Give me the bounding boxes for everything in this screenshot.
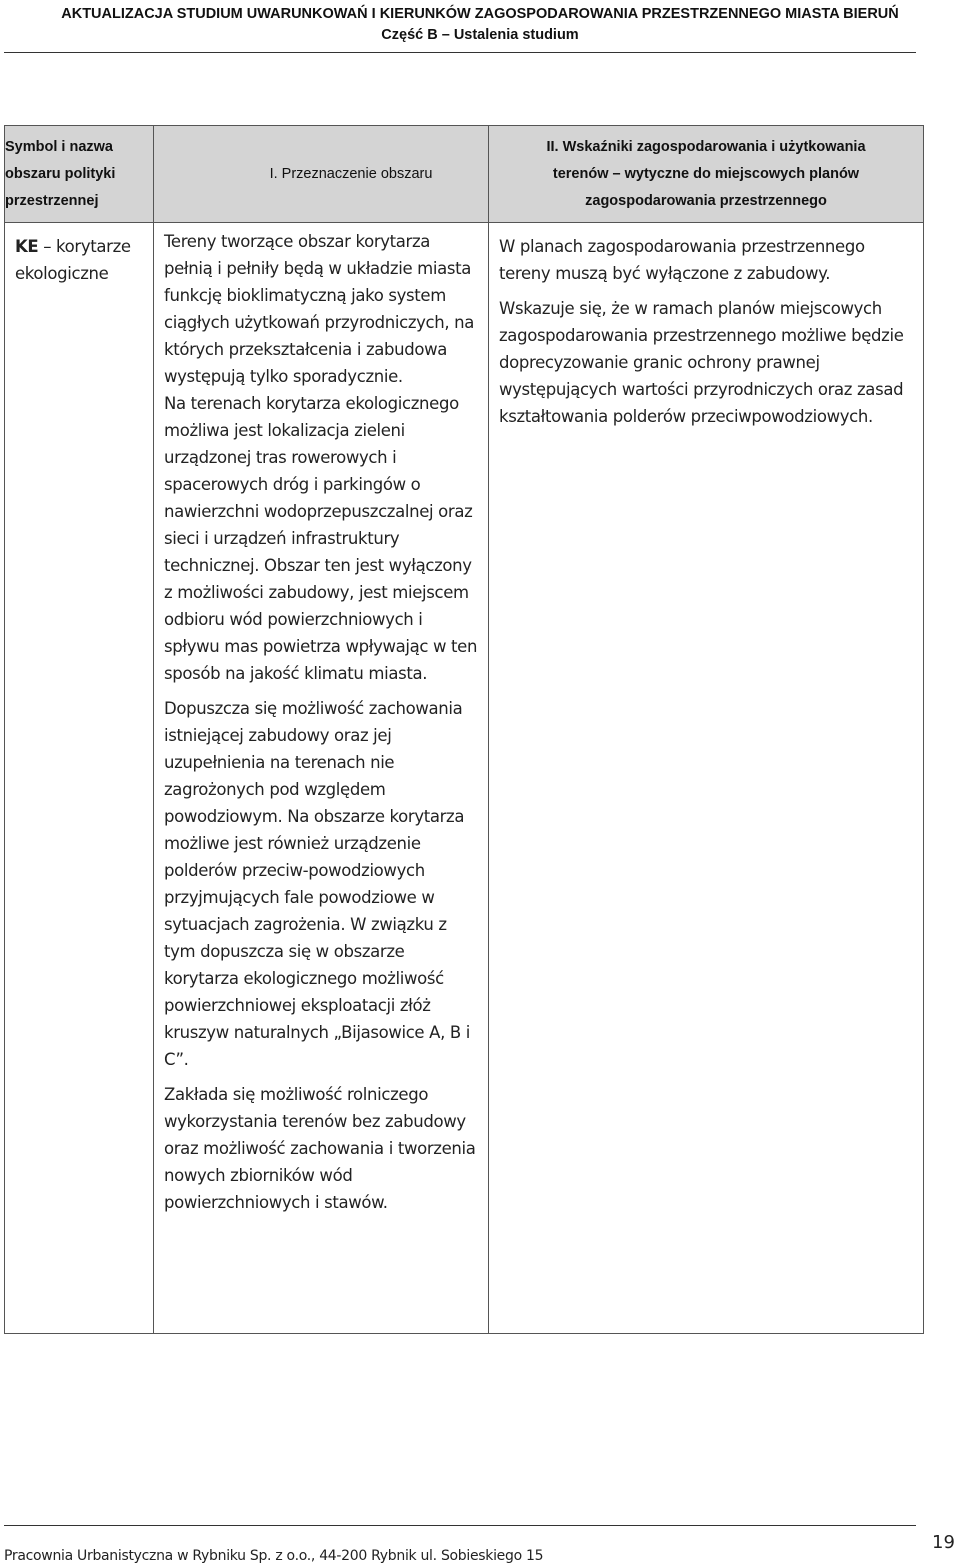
col3-header-line: terenów – wytyczne do miejscowych planów (552, 165, 860, 182)
area-name: – korytarze ekologiczne (15, 237, 131, 283)
col2-header-label: I. Przeznaczenie obszaru (269, 165, 433, 182)
col1-header-line: obszaru polityki (5, 165, 116, 182)
col3-header-line: II. Wskaźniki zagospodarowania i użytkowania (546, 138, 866, 155)
col1-header-line: Symbol i nazwa (5, 138, 113, 155)
col3-header (489, 126, 924, 223)
page-header (0, 4, 960, 46)
header-subtitle: Część B – Ustalenia studium (381, 27, 579, 43)
purpose-paragraph: Tereny tworzące obszar korytarza pełnią i pełniły będą w układzie miasta funkcję bioklimatyczną jako system ciągłych użytkowań przyrodniczych, na których przekształcenia i zabudowa występują tylko sporadycznie. (164, 232, 475, 386)
col2-header (154, 126, 489, 223)
footer-text: Pracownia Urbanistyczna w Rybniku Sp. z o.o., 44-200 Rybnik ul. Sobieskiego 15 (4, 1548, 544, 1564)
purpose-cell (154, 223, 489, 1334)
table-header-row (5, 126, 924, 223)
indicators-paragraph: Wskazuje się, że w ramach planów miejscowych zagospodarowania przestrzennego możliwe będzie doprecyzowanie granic ochrony prawnej występujących wartości przyrodniczych oraz zasad kształtowania polderów przeciwpowodziowych. (499, 299, 904, 426)
page-number: 19 (932, 1532, 955, 1553)
policy-table (4, 125, 924, 1334)
symbol-cell (5, 223, 154, 1334)
footer-rule (4, 1525, 916, 1526)
purpose-paragraph: Na terenach korytarza ekologicznego możliwa jest lokalizacja zieleni urządzonej tras rowerowych i spacerowych dróg i parkingów o nawierzchni wodoprzepuszczalnej oraz sieci i urządzeń infrastruktury technicznej. Obszar ten jest wyłączony z możliwości zabudowy, jest miejscem odbioru wód powierzchniowych i spływu mas powietrza wpływając w ten sposób na jakość klimatu miasta. (164, 394, 478, 683)
indicators-paragraph: W planach zagospodarowania przestrzennego tereny muszą być wyłączone z zabudowy. (499, 237, 865, 283)
purpose-paragraph: Dopuszcza się możliwość zachowania istniejącej zabudowy oraz jej uzupełnienia na terenach nie zagrożonych pod względem powodziowym. Na obszarze korytarza możliwe jest również urządzenie polderów przeciw-powodziowych przyjmujących fale powodziowe w sytuacjach zagrożenia. W związku z tym dopuszcza się w obszarze korytarza ekologicznego możliwość powierzchniowej eksploatacji złóż kruszyw naturalnych „Bijasowice A, B i C”. (164, 699, 470, 1069)
purpose-paragraph: Zakłada się możliwość rolniczego wykorzystania terenów bez zabudowy oraz możliwość zachowania i tworzenia nowych zbiorników wód powierzchniowych i stawów. (164, 1085, 476, 1212)
header-title: AKTUALIZACJA STUDIUM UWARUNKOWAŃ I KIERUNKÓW ZAGOSPODAROWANIA PRZESTRZENNEGO MIASTA BIERUŃ (61, 6, 899, 22)
area-symbol: KE (15, 237, 39, 256)
col3-header-line: zagospodarowania przestrzennego (585, 192, 827, 209)
indicators-cell (489, 223, 924, 1334)
table-row (5, 223, 924, 1334)
col1-header-line: przestrzennej (5, 192, 99, 209)
header-rule (4, 52, 916, 53)
col1-header (5, 126, 154, 223)
